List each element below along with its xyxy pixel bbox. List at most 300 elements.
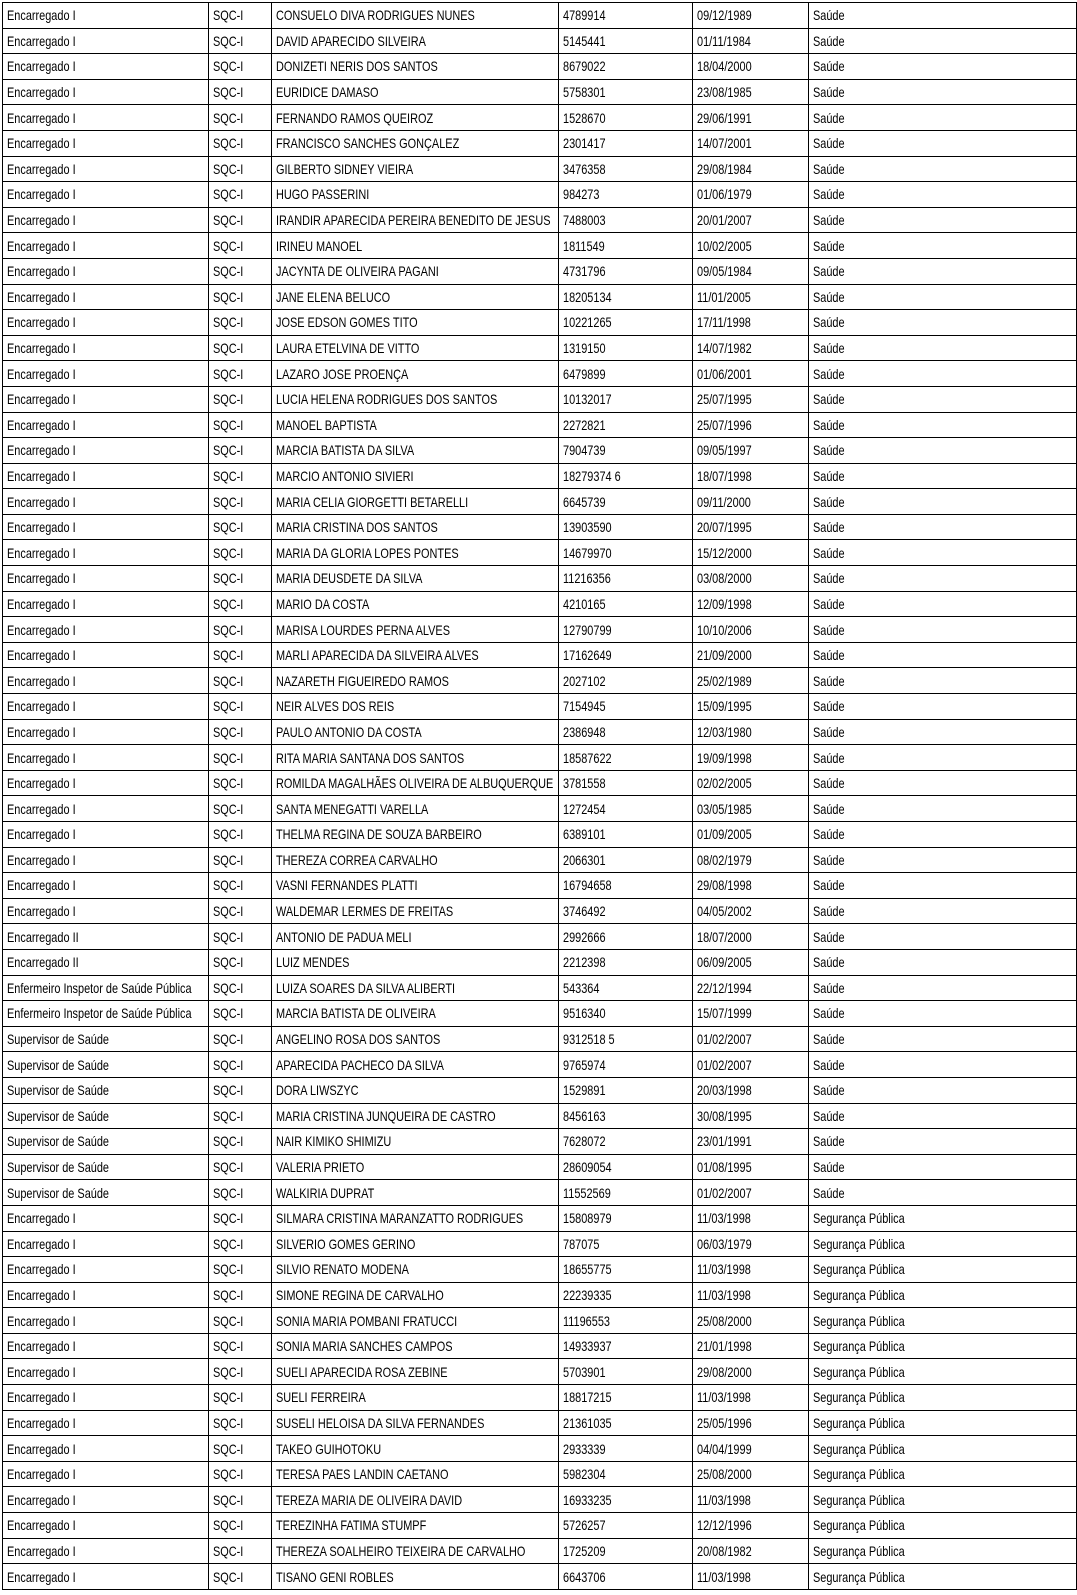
quadro-cell	[209, 3, 272, 29]
secretaria-cell	[809, 975, 1077, 1001]
secretaria-cell-text: Saúde	[813, 135, 845, 152]
rg-cell-text: 1811549	[563, 237, 605, 254]
cargo-cell	[3, 1026, 209, 1052]
quadro-cell	[209, 975, 272, 1001]
nome-cell	[272, 182, 559, 208]
cargo-cell	[3, 949, 209, 975]
rg-cell-text: 4731796	[563, 263, 606, 280]
secretaria-cell	[809, 284, 1077, 310]
nome-cell	[272, 642, 559, 668]
data-cell-text: 15/07/1999	[697, 1005, 752, 1022]
cargo-cell	[3, 1180, 209, 1206]
secretaria-cell	[809, 1385, 1077, 1411]
table-row	[3, 847, 1077, 873]
rg-cell-text: 16933235	[563, 1491, 612, 1508]
secretaria-cell-text: Saúde	[813, 1133, 845, 1150]
cargo-cell-text: Encarregado I	[7, 647, 76, 664]
secretaria-cell-text: Saúde	[813, 1056, 845, 1073]
data-cell-text: 18/04/2000	[697, 58, 752, 75]
nome-cell-text: MARIA DEUSDETE DA SILVA	[276, 570, 423, 587]
data-cell-text: 29/06/1991	[697, 109, 752, 126]
quadro-cell-text: SQC-I	[213, 1031, 244, 1048]
data-cell-text: 01/02/2007	[697, 1056, 752, 1073]
nome-cell-text: MARIO DA COSTA	[276, 595, 370, 612]
nome-cell	[272, 412, 559, 438]
quadro-cell-text: SQC-I	[213, 954, 244, 971]
quadro-cell-text: SQC-I	[213, 1082, 244, 1099]
data-cell-text: 20/03/1998	[697, 1082, 752, 1099]
data-cell	[693, 1359, 809, 1385]
secretaria-cell-text: Saúde	[813, 84, 845, 101]
secretaria-cell-text: Saúde	[813, 979, 845, 996]
data-cell-text: 08/02/1979	[697, 851, 752, 868]
nome-cell-text: SONIA MARIA SANCHES CAMPOS	[276, 1338, 453, 1355]
quadro-cell-text: SQC-I	[213, 1235, 244, 1252]
rg-cell	[559, 514, 693, 540]
quadro-cell	[209, 924, 272, 950]
secretaria-cell	[809, 207, 1077, 233]
secretaria-cell	[809, 1205, 1077, 1231]
nome-cell-text: TERESA PAES LANDIN CAETANO	[276, 1466, 449, 1483]
nome-cell-text: LUIZ MENDES	[276, 954, 350, 971]
table-row	[3, 796, 1077, 822]
rg-cell	[559, 105, 693, 131]
nome-cell	[272, 898, 559, 924]
rg-cell-text: 2272821	[563, 416, 606, 433]
data-cell	[693, 1205, 809, 1231]
cargo-cell	[3, 1461, 209, 1487]
quadro-cell	[209, 719, 272, 745]
cargo-cell-text: Encarregado II	[7, 928, 79, 945]
quadro-cell	[209, 438, 272, 464]
table-row	[3, 1129, 1077, 1155]
data-cell	[693, 1333, 809, 1359]
secretaria-cell	[809, 463, 1077, 489]
cargo-cell-text: Encarregado I	[7, 1261, 76, 1278]
data-cell	[693, 540, 809, 566]
cargo-cell-text: Encarregado I	[7, 723, 76, 740]
table-row	[3, 1180, 1077, 1206]
cargo-cell	[3, 1077, 209, 1103]
rg-cell	[559, 1026, 693, 1052]
table-row	[3, 1487, 1077, 1513]
rg-cell	[559, 1205, 693, 1231]
rg-cell-text: 7488003	[563, 212, 606, 229]
table-row	[3, 1513, 1077, 1539]
nome-cell	[272, 1385, 559, 1411]
quadro-cell	[209, 949, 272, 975]
nome-cell-text: TEREZINHA FATIMA STUMPF	[276, 1517, 427, 1534]
secretaria-cell	[809, 105, 1077, 131]
cargo-cell	[3, 1410, 209, 1436]
cargo-cell	[3, 668, 209, 694]
cargo-cell-text: Encarregado I	[7, 1491, 76, 1508]
rg-cell	[559, 898, 693, 924]
data-cell-text: 23/01/1991	[697, 1133, 752, 1150]
data-cell-text: 01/09/2005	[697, 826, 752, 843]
nome-cell	[272, 54, 559, 80]
rg-cell	[559, 1001, 693, 1027]
rg-cell-text: 6389101	[563, 826, 606, 843]
table-row	[3, 1385, 1077, 1411]
secretaria-cell-text: Saúde	[813, 1159, 845, 1176]
data-cell	[693, 1385, 809, 1411]
secretaria-cell-text: Saúde	[813, 416, 845, 433]
secretaria-cell	[809, 1231, 1077, 1257]
rg-cell	[559, 386, 693, 412]
table-row	[3, 1308, 1077, 1334]
table-row	[3, 745, 1077, 771]
data-cell-text: 11/03/1998	[697, 1491, 751, 1508]
cargo-cell	[3, 924, 209, 950]
data-cell-text: 01/02/2007	[697, 1184, 752, 1201]
nome-cell-text: ANGELINO ROSA DOS SANTOS	[276, 1031, 441, 1048]
cargo-cell-text: Encarregado I	[7, 1235, 76, 1252]
quadro-cell-text: SQC-I	[213, 1056, 244, 1073]
nome-cell-text: TISANO GENI ROBLES	[276, 1568, 394, 1585]
quadro-cell	[209, 1257, 272, 1283]
secretaria-cell-text: Saúde	[813, 212, 845, 229]
data-cell-text: 23/08/1985	[697, 84, 752, 101]
cargo-cell-text: Encarregado I	[7, 1363, 76, 1380]
table-row	[3, 898, 1077, 924]
quadro-cell	[209, 54, 272, 80]
quadro-cell-text: SQC-I	[213, 903, 244, 920]
secretaria-cell	[809, 566, 1077, 592]
quadro-cell-text: SQC-I	[213, 1568, 244, 1585]
secretaria-cell	[809, 156, 1077, 182]
secretaria-cell	[809, 1001, 1077, 1027]
secretaria-cell-text: Segurança Pública	[813, 1261, 905, 1278]
secretaria-cell	[809, 310, 1077, 336]
secretaria-cell-text: Saúde	[813, 903, 845, 920]
quadro-cell-text: SQC-I	[213, 7, 244, 24]
quadro-cell	[209, 591, 272, 617]
nome-cell-text: IRINEU MANOEL	[276, 237, 363, 254]
cargo-cell	[3, 975, 209, 1001]
quadro-cell-text: SQC-I	[213, 84, 244, 101]
cargo-cell	[3, 130, 209, 156]
quadro-cell	[209, 617, 272, 643]
nome-cell-text: MARIA CELIA GIORGETTI BETARELLI	[276, 493, 469, 510]
nome-cell-text: MARIA DA GLORIA LOPES PONTES	[276, 544, 459, 561]
nome-cell-text: WALKIRIA DUPRAT	[276, 1184, 375, 1201]
cargo-cell	[3, 745, 209, 771]
table-row	[3, 514, 1077, 540]
rg-cell	[559, 745, 693, 771]
cargo-cell-text: Supervisor de Saúde	[7, 1184, 109, 1201]
data-cell-text: 21/01/1998	[697, 1338, 752, 1355]
table-row	[3, 361, 1077, 387]
nome-cell-text: NAIR KIMIKO SHIMIZU	[276, 1133, 392, 1150]
rg-cell	[559, 361, 693, 387]
quadro-cell-text: SQC-I	[213, 570, 244, 587]
data-cell	[693, 1103, 809, 1129]
data-cell-text: 29/08/1984	[697, 160, 752, 177]
nome-cell-text: THEREZA CORREA CARVALHO	[276, 851, 438, 868]
secretaria-cell-text: Segurança Pública	[813, 1286, 905, 1303]
data-cell-text: 14/07/2001	[697, 135, 752, 152]
table-row	[3, 1436, 1077, 1462]
secretaria-cell	[809, 898, 1077, 924]
secretaria-cell-text: Saúde	[813, 7, 845, 24]
secretaria-cell-text: Saúde	[813, 340, 845, 357]
data-cell	[693, 438, 809, 464]
cargo-cell-text: Encarregado I	[7, 186, 76, 203]
nome-cell-text: LUIZA SOARES DA SILVA ALIBERTI	[276, 979, 456, 996]
quadro-cell-text: SQC-I	[213, 1184, 244, 1201]
rg-cell	[559, 1180, 693, 1206]
cargo-cell-text: Encarregado I	[7, 237, 76, 254]
rg-cell-text: 17162649	[563, 647, 612, 664]
cargo-cell-text: Encarregado I	[7, 84, 76, 101]
quadro-cell-text: SQC-I	[213, 851, 244, 868]
data-cell	[693, 1154, 809, 1180]
cargo-cell-text: Encarregado I	[7, 314, 76, 331]
data-cell-text: 01/08/1995	[697, 1159, 752, 1176]
cargo-cell-text: Encarregado I	[7, 467, 76, 484]
secretaria-cell	[809, 1154, 1077, 1180]
cargo-cell-text: Encarregado I	[7, 1338, 76, 1355]
cargo-cell-text: Encarregado I	[7, 1286, 76, 1303]
rg-cell-text: 13903590	[563, 519, 612, 536]
data-cell-text: 25/08/2000	[697, 1466, 752, 1483]
table-row	[3, 1359, 1077, 1385]
cargo-cell	[3, 1205, 209, 1231]
quadro-cell-text: SQC-I	[213, 340, 244, 357]
nome-cell	[272, 847, 559, 873]
quadro-cell-text: SQC-I	[213, 1440, 244, 1457]
nome-cell	[272, 310, 559, 336]
data-cell-text: 19/09/1998	[697, 749, 752, 766]
data-cell-text: 25/07/1995	[697, 391, 752, 408]
quadro-cell-text: SQC-I	[213, 1491, 244, 1508]
cargo-cell	[3, 796, 209, 822]
nome-cell-text: SILMARA CRISTINA MARANZATTO RODRIGUES	[276, 1210, 524, 1227]
nome-cell-text: EURIDICE DAMASO	[276, 84, 379, 101]
cargo-cell-text: Encarregado I	[7, 391, 76, 408]
nome-cell-text: SILVIO RENATO MODENA	[276, 1261, 409, 1278]
data-cell	[693, 1410, 809, 1436]
rg-cell	[559, 1538, 693, 1564]
quadro-cell	[209, 182, 272, 208]
nome-cell-text: JANE ELENA BELUCO	[276, 288, 391, 305]
secretaria-cell-text: Saúde	[813, 800, 845, 817]
quadro-cell	[209, 412, 272, 438]
cargo-cell	[3, 463, 209, 489]
quadro-cell	[209, 1001, 272, 1027]
cargo-cell	[3, 540, 209, 566]
data-cell	[693, 796, 809, 822]
data-cell	[693, 1026, 809, 1052]
quadro-cell-text: SQC-I	[213, 32, 244, 49]
data-cell-text: 17/11/1998	[697, 314, 751, 331]
table-row	[3, 668, 1077, 694]
nome-cell-text: TAKEO GUIHOTOKU	[276, 1440, 382, 1457]
cargo-cell	[3, 694, 209, 720]
rg-cell-text: 7628072	[563, 1133, 606, 1150]
secretaria-cell-text: Segurança Pública	[813, 1568, 905, 1585]
rg-cell-text: 1528670	[563, 109, 606, 126]
rg-cell	[559, 719, 693, 745]
secretaria-cell-text: Segurança Pública	[813, 1210, 905, 1227]
table-row	[3, 694, 1077, 720]
quadro-cell	[209, 335, 272, 361]
secretaria-cell-text: Saúde	[813, 1184, 845, 1201]
cargo-cell	[3, 1231, 209, 1257]
rg-cell-text: 18655775	[563, 1261, 612, 1278]
rg-cell-text: 18205134	[563, 288, 612, 305]
rg-cell	[559, 489, 693, 515]
rg-cell	[559, 1103, 693, 1129]
nome-cell-text: SUELI FERREIRA	[276, 1389, 366, 1406]
data-cell	[693, 1308, 809, 1334]
data-cell-text: 25/08/2000	[697, 1312, 752, 1329]
data-cell	[693, 1564, 809, 1590]
data-cell-text: 04/04/1999	[697, 1440, 752, 1457]
rg-cell	[559, 617, 693, 643]
rg-cell	[559, 1282, 693, 1308]
rg-cell-text: 787075	[563, 1235, 600, 1252]
secretaria-cell	[809, 1487, 1077, 1513]
nome-cell	[272, 1154, 559, 1180]
secretaria-cell-text: Saúde	[813, 1107, 845, 1124]
secretaria-cell-text: Saúde	[813, 672, 845, 689]
cargo-cell-text: Encarregado I	[7, 903, 76, 920]
table-row	[3, 335, 1077, 361]
quadro-cell	[209, 873, 272, 899]
rg-cell-text: 21361035	[563, 1414, 612, 1431]
rg-cell	[559, 591, 693, 617]
cargo-cell-text: Encarregado I	[7, 1466, 76, 1483]
secretaria-cell	[809, 233, 1077, 259]
secretaria-cell	[809, 79, 1077, 105]
rg-cell-text: 6645739	[563, 493, 606, 510]
cargo-cell	[3, 770, 209, 796]
cargo-cell-text: Supervisor de Saúde	[7, 1159, 109, 1176]
cargo-cell	[3, 335, 209, 361]
table-row	[3, 566, 1077, 592]
data-cell-text: 11/01/2005	[697, 288, 751, 305]
secretaria-cell-text: Segurança Pública	[813, 1235, 905, 1252]
employee-table	[2, 2, 1077, 1590]
cargo-cell	[3, 28, 209, 54]
quadro-cell	[209, 566, 272, 592]
nome-cell-text: PAULO ANTONIO DA COSTA	[276, 723, 422, 740]
quadro-cell	[209, 1436, 272, 1462]
cargo-cell	[3, 156, 209, 182]
rg-cell-text: 4789914	[563, 7, 606, 24]
data-cell-text: 12/03/1980	[697, 723, 752, 740]
rg-cell-text: 8456163	[563, 1107, 606, 1124]
rg-cell-text: 2301417	[563, 135, 606, 152]
quadro-cell-text: SQC-I	[213, 391, 244, 408]
cargo-cell	[3, 1436, 209, 1462]
quadro-cell	[209, 156, 272, 182]
rg-cell	[559, 822, 693, 848]
secretaria-cell	[809, 1308, 1077, 1334]
nome-cell-text: JACYNTA DE OLIVEIRA PAGANI	[276, 263, 439, 280]
cargo-cell	[3, 310, 209, 336]
rg-cell-text: 3746492	[563, 903, 606, 920]
quadro-cell-text: SQC-I	[213, 416, 244, 433]
secretaria-cell	[809, 924, 1077, 950]
nome-cell-text: DONIZETI NERIS DOS SANTOS	[276, 58, 438, 75]
secretaria-cell-text: Saúde	[813, 288, 845, 305]
quadro-cell	[209, 1103, 272, 1129]
cargo-cell	[3, 1257, 209, 1283]
cargo-cell-text: Encarregado I	[7, 1210, 76, 1227]
nome-cell	[272, 1461, 559, 1487]
data-cell-text: 15/09/1995	[697, 698, 752, 715]
nome-cell	[272, 335, 559, 361]
cargo-cell	[3, 182, 209, 208]
quadro-cell-text: SQC-I	[213, 775, 244, 792]
secretaria-cell-text: Saúde	[813, 544, 845, 561]
quadro-cell	[209, 668, 272, 694]
nome-cell-text: MARCIA BATISTA DE OLIVEIRA	[276, 1005, 436, 1022]
secretaria-cell-text: Saúde	[813, 58, 845, 75]
rg-cell	[559, 412, 693, 438]
secretaria-cell-text: Saúde	[813, 928, 845, 945]
data-cell	[693, 284, 809, 310]
secretaria-cell-text: Saúde	[813, 365, 845, 382]
rg-cell-text: 2212398	[563, 954, 606, 971]
rg-cell	[559, 1129, 693, 1155]
nome-cell	[272, 105, 559, 131]
table-row	[3, 873, 1077, 899]
secretaria-cell-text: Segurança Pública	[813, 1440, 905, 1457]
data-cell-text: 01/02/2007	[697, 1031, 752, 1048]
data-cell-text: 11/03/1998	[697, 1568, 751, 1585]
cargo-cell	[3, 54, 209, 80]
rg-cell-text: 15808979	[563, 1210, 612, 1227]
nome-cell-text: VALERIA PRIETO	[276, 1159, 365, 1176]
quadro-cell	[209, 822, 272, 848]
data-cell	[693, 617, 809, 643]
secretaria-cell-text: Segurança Pública	[813, 1491, 905, 1508]
nome-cell	[272, 1103, 559, 1129]
secretaria-cell	[809, 668, 1077, 694]
data-cell	[693, 463, 809, 489]
nome-cell	[272, 924, 559, 950]
secretaria-cell-text: Saúde	[813, 442, 845, 459]
data-cell	[693, 1001, 809, 1027]
quadro-cell	[209, 1308, 272, 1334]
table-row	[3, 949, 1077, 975]
nome-cell-text: NEIR ALVES DOS REIS	[276, 698, 395, 715]
data-cell-text: 02/02/2005	[697, 775, 752, 792]
secretaria-cell-text: Saúde	[813, 32, 845, 49]
cargo-cell-text: Encarregado I	[7, 1440, 76, 1457]
table-row	[3, 540, 1077, 566]
cargo-cell-text: Encarregado I	[7, 109, 76, 126]
cargo-cell	[3, 514, 209, 540]
data-cell-text: 25/02/1989	[697, 672, 752, 689]
rg-cell-text: 5758301	[563, 84, 606, 101]
nome-cell	[272, 975, 559, 1001]
secretaria-cell	[809, 540, 1077, 566]
rg-cell-text: 984273	[563, 186, 600, 203]
cargo-cell	[3, 1513, 209, 1539]
cargo-cell-text: Encarregado I	[7, 826, 76, 843]
cargo-cell-text: Encarregado I	[7, 7, 76, 24]
nome-cell	[272, 1487, 559, 1513]
data-cell-text: 09/05/1984	[697, 263, 752, 280]
nome-cell-text: APARECIDA PACHECO DA SILVA	[276, 1056, 444, 1073]
quadro-cell-text: SQC-I	[213, 186, 244, 203]
nome-cell-text: FRANCISCO SANCHES GONÇALEZ	[276, 135, 460, 152]
